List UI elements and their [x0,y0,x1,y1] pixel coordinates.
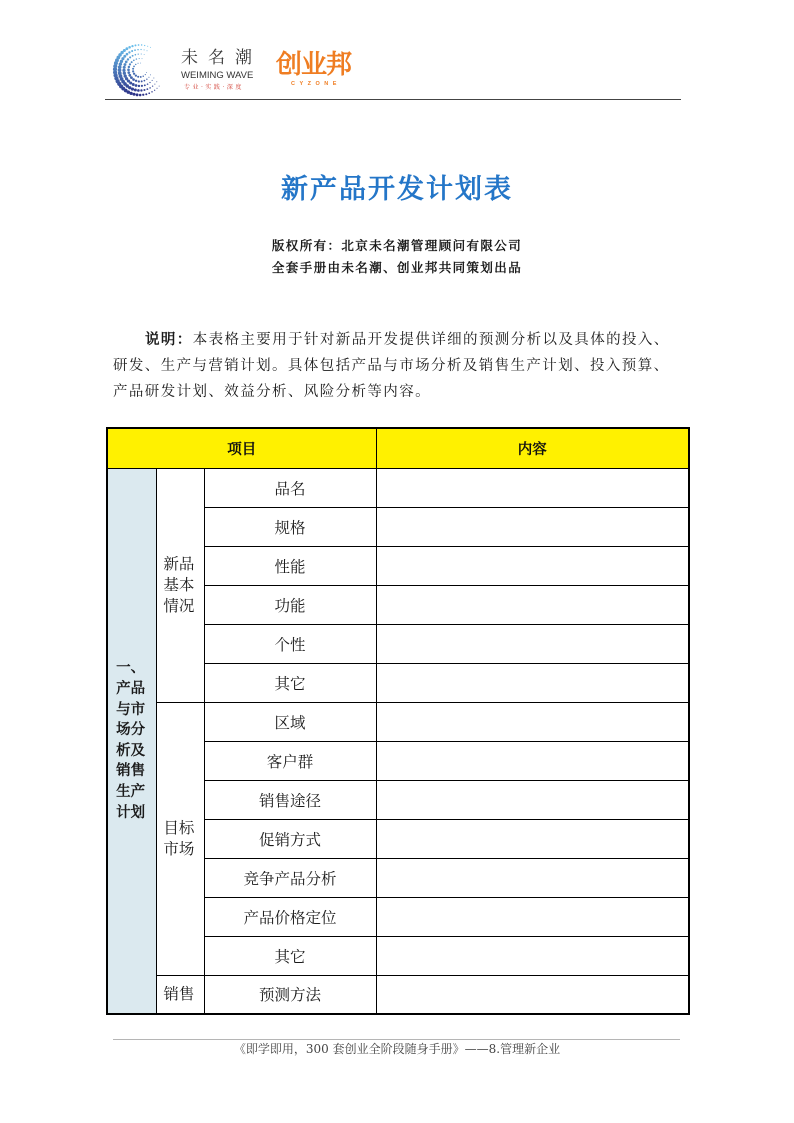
item-cell: 竞争产品分析 [204,858,376,897]
logo-dot [133,65,135,67]
logo-dot [153,78,154,79]
logo-dot [140,63,141,64]
content-cell [376,741,689,780]
logo-dot [128,74,131,77]
logo-dot [123,72,126,75]
logo-dot [142,58,143,59]
logo-dot [136,93,139,96]
logo-dot [128,46,131,49]
logo-dot [136,58,137,59]
logo-dot [127,58,129,60]
table-header-row [107,428,689,468]
logo-dot [144,49,145,50]
content-cell [376,936,689,975]
item-cell: 其它 [204,663,376,702]
logo-dot [151,91,152,92]
logo-dot [132,78,135,81]
logo-dot [144,54,145,55]
logo-dot [132,68,134,70]
content-cell [376,585,689,624]
logo-dot [145,93,147,95]
logo-dot [129,56,131,58]
logo-dot [135,75,137,77]
logo-dot [129,63,131,65]
logo-dot [135,64,136,65]
content-cell [376,546,689,585]
logo-dot [140,49,141,50]
logo-dot [148,77,149,78]
logo-dot [137,49,139,51]
description-label: 说明： [145,331,193,348]
logo-dot [127,71,130,74]
page-title: 新产品开发计划表 [281,174,513,205]
logo-dot [148,92,150,94]
content-cell [376,897,689,936]
logo-dot [149,82,150,83]
logo-dot [131,50,133,52]
logo-dot [131,88,134,91]
logo-dot [145,74,146,75]
logo-dot [147,50,148,51]
partner-logo-name: 创业邦 [276,50,352,80]
logo-dot [147,83,149,85]
copyright-line: 全套手册由未名潮、创业邦共同策划出品 [271,260,523,275]
logo-dot [141,80,143,82]
logo-dot [147,46,148,47]
content-cell [376,468,689,507]
logo-dot [128,66,130,68]
logo-dot [138,85,140,87]
copyright-block [0,235,794,279]
logo-dot [123,55,126,58]
logo-dot [141,54,142,55]
item-cell: 客户群 [204,741,376,780]
brand-name: 未名潮 [181,48,262,68]
brand-slogan: 专业·实践·深度 [184,84,244,91]
content-cell [376,819,689,858]
logo-dot [146,79,147,80]
logo-dot [143,89,145,91]
logo-dot [121,57,124,60]
content-cell [376,858,689,897]
logo-dot [139,58,140,59]
logo-dot [132,83,135,86]
logo-dot [118,65,122,69]
logo-dot [138,53,139,54]
item-cell: 规格 [204,507,376,546]
logo-dot [144,80,146,82]
logo-dot [132,55,134,57]
item-cell: 区域 [204,702,376,741]
logo-dot [122,69,125,72]
logo-dot [124,63,127,66]
logo-dot [133,93,136,96]
table-row [107,702,689,741]
logo-dot [131,61,133,63]
footer-divider [113,1039,680,1040]
logo-dot [132,70,134,72]
logo-dot [126,53,129,56]
logo-dot [125,47,128,50]
logo-dot [133,59,135,61]
logo-dot [135,80,137,82]
logo-dot [135,54,137,56]
item-cell: 销售途径 [204,780,376,819]
section-cell [107,468,156,1014]
logo-dot [128,51,130,53]
logo-dot [135,84,138,87]
content-cell [376,780,689,819]
logo-dot [152,86,153,87]
logo-dot [157,88,158,89]
header-divider [105,99,681,100]
logo-dot [131,45,133,47]
logo-dot [150,47,151,48]
logo-dot [127,69,130,72]
logo-dot [159,86,160,87]
brand-name-en: WEIMING WAVE [181,70,254,81]
item-cell: 功能 [204,585,376,624]
section-label: 一、产品与市场分析及销售生产计划 [116,660,146,821]
logo-dot [146,88,148,90]
footer-text: 《即学即用，300 套创业全阶段随身手册》——8.管理新企业 [233,1042,561,1056]
group-label: 新品基本情况 [163,554,195,615]
partner-logo-name-en: CYZONE [291,81,341,87]
logo-dot [138,44,140,46]
logo-dot [142,94,144,96]
logo-dot [156,81,157,82]
logo-dot [123,66,126,69]
logo-dot [137,63,138,64]
logo-dot [134,49,136,51]
header-content-cell: 内容 [376,428,689,468]
item-cell: 性能 [204,546,376,585]
dotted-swirl-icon [106,41,178,101]
logo-dot [141,44,142,45]
logo-dot [140,76,142,78]
group-cell-target-market [156,702,204,975]
logo-dot [134,89,137,92]
logo-dot [144,84,146,86]
content-cell [376,975,689,1014]
header-item-cell: 项目 [107,428,376,468]
logo-dot [123,49,126,52]
item-cell: 促销方式 [204,819,376,858]
logo-dot [124,74,127,77]
group-cell-basic-info [156,468,204,702]
logo-dot [125,61,128,64]
plan-table [106,427,690,1015]
logo-dot [141,85,143,87]
logo-dot [149,87,151,89]
group-label: 目标市场 [163,818,195,858]
logo-dot [154,90,155,91]
table-row [107,468,689,507]
logo-dot [154,84,155,85]
logo-dot [146,72,147,73]
logo-dot [143,75,144,76]
logo-dot [144,45,145,46]
item-cell: 产品价格定位 [204,897,376,936]
description-text: 本表格主要用于针对新品开发提供详细的预测分析以及具体的投入、研发、生产与营销计划。具体包括产品与市场分析及销售生产计划、投入预算、产品研发计划、效益分析、风险分析等内容。 [113,332,670,400]
description-paragraph [113,327,671,405]
copyright-line: 版权所有：北京未名潮管理顾问有限公司 [271,238,523,253]
logo-dot [150,74,151,75]
item-cell: 预测方法 [204,975,376,1014]
table-row [107,975,689,1014]
item-cell: 其它 [204,936,376,975]
content-cell [376,624,689,663]
logo-dot [139,94,142,97]
logo-dot [130,76,133,79]
logo-dot [134,44,136,46]
content-cell [376,663,689,702]
group-cell-sales [156,975,204,1014]
content-cell [376,507,689,546]
content-cell [376,702,689,741]
logo-dot [137,89,140,92]
logo-dot [138,80,140,82]
logo-dot [140,89,142,91]
logo-dot [152,80,153,81]
group-label: 销售 [163,984,195,1003]
logo-dot [133,73,135,75]
item-cell: 个性 [204,624,376,663]
logo-dot [137,76,139,78]
item-cell: 品名 [204,468,376,507]
